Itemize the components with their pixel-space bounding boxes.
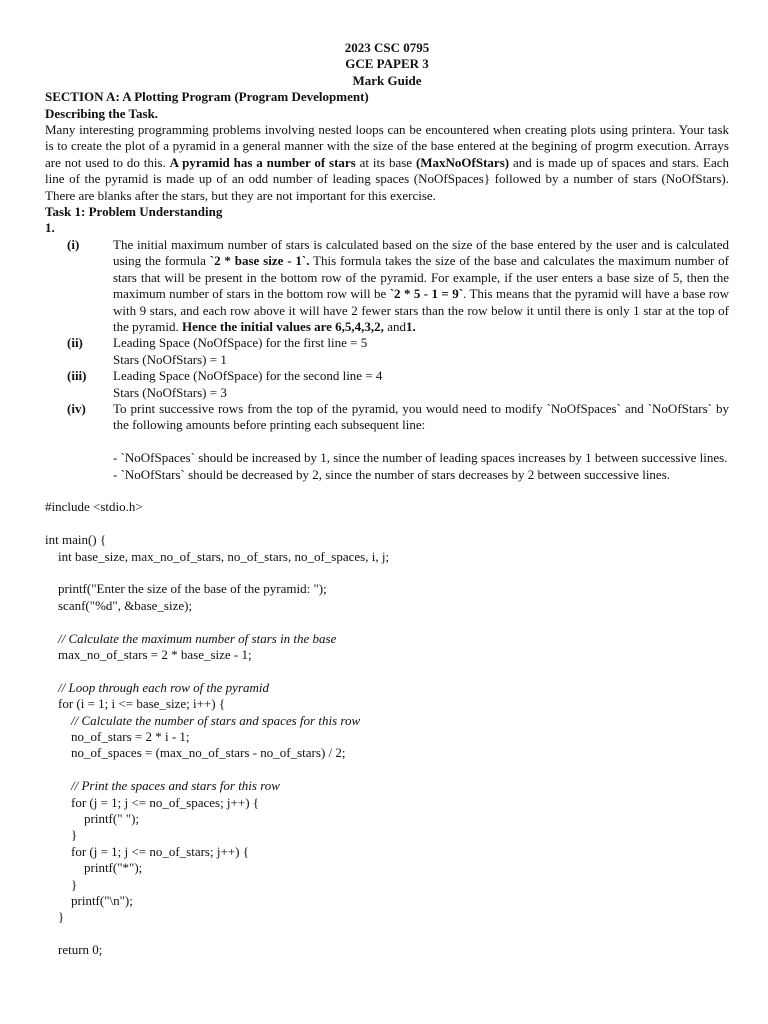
code-line: #include <stdio.h>	[45, 499, 143, 515]
description-text-2: at its base	[355, 154, 416, 170]
spacer	[45, 516, 729, 532]
code-line: for (i = 1; i <= base_size; i++) {	[45, 696, 226, 712]
item-i-text-2: This formula takes the size of the base and calculates the maximum number of stars that will be present in the bottom row of the pyramid. For example, if the user enters a base size of 5, then the maximum number of stars in the bottom row will be	[113, 253, 730, 302]
code-comment: // Calculate the number of stars and spaces for this row	[45, 712, 361, 728]
code-comment: // Print the spaces and stars for this row	[45, 778, 280, 794]
code-line: scanf("%d", &base_size);	[45, 597, 193, 613]
description-bold-2: (MaxNoOfStars)	[415, 154, 510, 170]
item-ii-line-2: Stars (NoOfStars) = 1	[113, 351, 227, 367]
item-label-iv: (iv)	[67, 400, 86, 416]
code-line: int main() {	[45, 532, 107, 548]
initial-values-end-bold: 1.	[405, 318, 416, 334]
code-line: no_of_spaces = (max_no_of_stars - no_of_stars) / 2;	[45, 745, 346, 761]
describing-heading: Describing the Task.	[45, 105, 159, 121]
code-line: for (j = 1; j <= no_of_spaces; j++) {	[45, 794, 260, 810]
initial-values-bold: Hence the initial values are 6,5,4,3,2,	[181, 318, 384, 334]
spacer	[45, 762, 729, 778]
code-line: no_of_stars = 2 * i - 1;	[45, 728, 190, 744]
task-description	[45, 122, 729, 204]
formula-bold: `2 * base size - 1`.	[209, 253, 310, 269]
item-label-iii: (iii)	[67, 368, 87, 384]
answer-item-i	[45, 237, 729, 335]
item-iii-line-1: Leading Space (NoOfSpace) for the second line = 4	[113, 368, 383, 384]
spacer	[45, 565, 729, 581]
spacer	[45, 926, 729, 942]
spacer	[45, 614, 729, 630]
code-line: }	[45, 876, 78, 892]
code-line: printf("Enter the size of the base of the pyramid: ");	[45, 581, 327, 597]
task-heading: Task 1: Problem Understanding	[45, 204, 223, 220]
item-iv-bullet-2: - `NoOfStars` should be decreased by 2, since the number of stars decreases by 2 between successive lines.	[113, 466, 671, 482]
item-iii-line-2: Stars (NoOfStars) = 3	[113, 384, 227, 400]
item-ii-line-1: Leading Space (NoOfSpace) for the first line = 5	[113, 335, 368, 351]
spacer	[45, 483, 729, 499]
code-line: int base_size, max_no_of_stars, no_of_stars, no_of_spaces, i, j;	[45, 548, 390, 564]
exam-code: 2023 CSC 0795	[344, 40, 430, 55]
question-number: 1.	[45, 220, 55, 236]
code-line: }	[45, 827, 78, 843]
answer-item-iv	[45, 401, 729, 483]
code-listing	[45, 499, 729, 958]
description-bold-1: A pyramid has a number of stars	[169, 154, 356, 170]
description-text-1: Many interesting programming problems involving nested loops can be encountered when creating plots using printera. Your task is to create the plot of a pyramid in a general manner with the size of the base entered at the begining of progrm execution. Arrays are not used to do this.	[45, 122, 729, 170]
code-comment: // Calculate the maximum number of stars in the base	[45, 630, 337, 646]
code-comment: // Loop through each row of the pyramid	[45, 679, 270, 695]
description-text-3: and is made up of spaces and stars. Each line of the pyramid is made up of an odd number of leading spaces (NoOfSpaces} followed by a number of stars (NoOfStars). There are blanks after the stars, but they are not important for this exercise.	[45, 154, 729, 203]
item-iv-bullet-1: - `NoOfSpaces` should be increased by 1, since the number of leading spaces increases by 1 between successive lines.	[113, 450, 728, 466]
code-line: printf("*");	[45, 860, 143, 876]
mark-guide-title: Mark Guide	[352, 72, 422, 88]
code-line: max_no_of_stars = 2 * base_size - 1;	[45, 646, 252, 662]
item-iv-paragraph: To print successive rows from the top of the pyramid, you would need to modify `NoOfSpaces` and `NoOfStars` by the following amounts before printing each subsequent line:	[113, 400, 729, 433]
paper-title: GCE PAPER 3	[345, 56, 429, 72]
spacer	[113, 434, 729, 450]
item-label-i: (i)	[67, 236, 80, 252]
spacer	[45, 663, 729, 679]
answer-item-ii	[45, 335, 729, 368]
code-line: }	[45, 909, 65, 925]
code-line: for (j = 1; j <= no_of_stars; j++) {	[45, 843, 249, 859]
document-page	[45, 40, 729, 959]
code-line: return 0;	[45, 942, 103, 958]
item-i-text-4: and	[383, 318, 406, 334]
item-i-text-3: . This means that the pyramid will have a base row with 9 stars, and each row above it will have 2 fewer stars than the row below it until there is only 1 star at the top of the pyramid.	[113, 286, 729, 334]
example-formula-bold: `2 * 5 - 1 = 9`	[389, 286, 464, 302]
section-heading: SECTION A: A Plotting Program (Program Development)	[45, 89, 369, 105]
answer-item-iii	[45, 368, 729, 401]
item-label-ii: (ii)	[67, 335, 83, 351]
item-i-text-1: The initial maximum number of stars is calculated based on the size of the base entered by the user and is calculated using the formula	[113, 236, 729, 269]
code-line: printf(" ");	[45, 810, 140, 826]
code-line: printf("\n");	[45, 893, 133, 909]
